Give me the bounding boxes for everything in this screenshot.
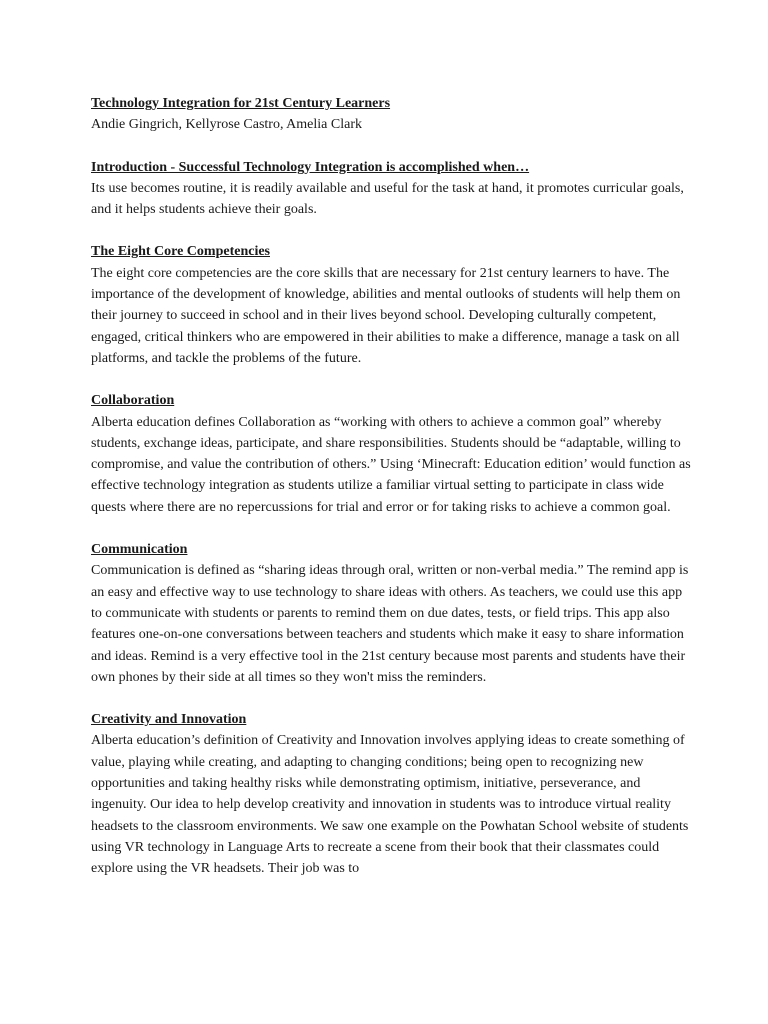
section-heading: Communication [91,542,188,558]
section-heading: Creativity and Innovation [91,712,247,728]
title-block [91,93,691,136]
section-communication [91,539,691,688]
section-heading: Collaboration [91,393,175,409]
section-core-competencies [91,241,691,369]
section-body: Its use becomes routine, it is readily available and useful for the task at hand, it promotes curricular goals, and it helps students achieve their goals. [91,180,684,218]
section-body: Alberta education’s definition of Creativity and Innovation involves applying ideas to create something of value, playing while creating, and adapting to changing conditions; being open to recognizing new opportunities and taking healthy risks while demonstrating optimism, initiative, perseverance, and ingenuity. Our idea to help develop creativity and innovation in students was to introduce virtual reality headsets to the classroom environments. We saw one example on the Powhatan School website of students using VR technology in Language Arts to recreate a scene from their book that their classmates could explore using the VR headsets. Their job was to [91,733,689,877]
section-heading: Introduction - Successful Technology Integration is accomplished when… [91,159,530,175]
section-creativity-innovation [91,709,691,879]
section-heading: The Eight Core Competencies [91,244,270,260]
section-body: Alberta education defines Collaboration as “working with others to achieve a common goal” whereby students, exchange ideas, participate, and share responsibilities. Students should be “adaptable, willing to compromise, and value the contribution of others.” Using ‘Minecraft: Education edition’ would function as effective technology integration as students utilize a familiar virtual setting to participate in class wide quests where there are no repercussions for trial and error or for taking risks to achieve a common goal. [91,414,691,515]
section-introduction [91,157,691,221]
section-body: Communication is defined as “sharing ideas through oral, written or non-verbal media.” The remind app is an easy and effective way to use technology to share ideas with others. As teachers, we could use this app to communicate with students or parents to remind them on due dates, tests, or field trips. This app also features one-on-one conversations between teachers and students which make it easy to share information and ideas. Remind is a very effective tool in the 21st century because most parents and students have their own phones by their side at all times so they won't miss the reminders. [91,563,689,685]
document-title: Technology Integration for 21st Century Learners [91,96,391,111]
section-collaboration [91,390,691,518]
section-body: The eight core competencies are the core skills that are necessary for 21st century learners to have. The importance of the development of knowledge, abilities and mental outlooks of students will help them on their journey to succeed in school and in their lives beyond school. Developing culturally competent, engaged, critical thinkers who are empowered in their abilities to make a difference, manage a task on all platforms, and tackle the problems of the future. [91,265,681,366]
document-page [91,93,691,880]
document-authors: Andie Gingrich, Kellyrose Castro, Amelia Clark [91,117,362,133]
